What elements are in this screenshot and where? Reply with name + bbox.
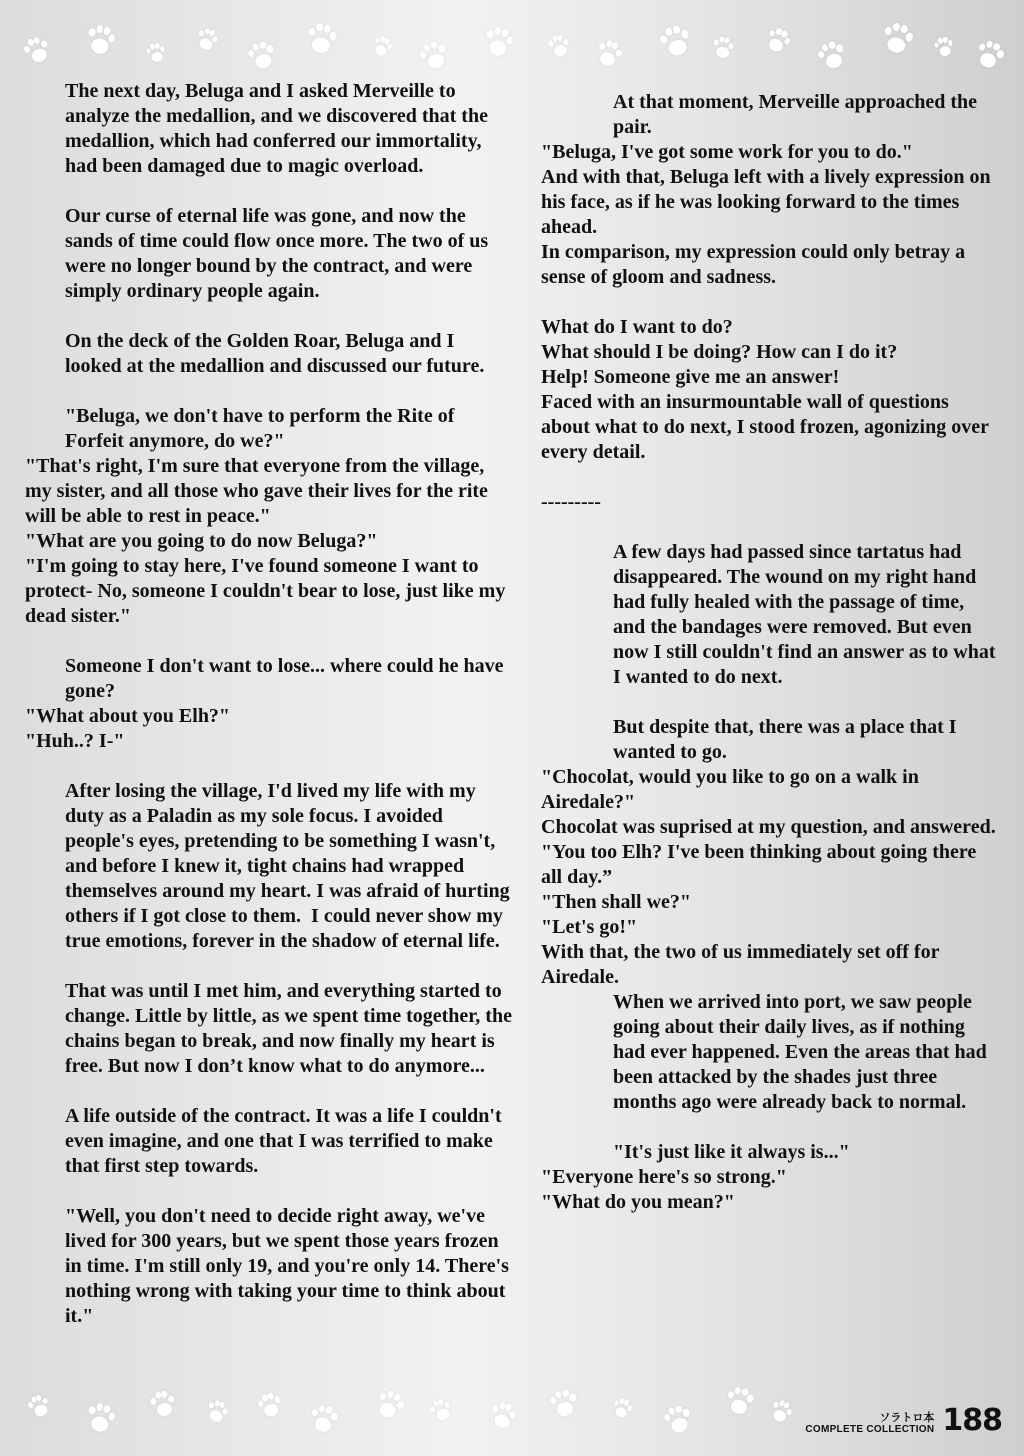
paw-print-icon xyxy=(82,1398,121,1437)
page-number: 188 xyxy=(942,1403,1002,1438)
paw-print-icon xyxy=(193,25,224,56)
paragraph: The next day, Beluga and I asked Merveille to analyze the medallion, and we discovered that the medallion, which had conferred our immortality, had been damaged due to magic overload. xyxy=(65,80,493,177)
paragraph: When we arrived into port, we saw people going about their daily lives, as if nothing had ever happened. Even the areas that had been attacked by the shades just three months ago were already back to normal. xyxy=(613,991,992,1113)
paragraph: Chocolat was suprised at my question, and answered. xyxy=(541,816,996,838)
paw-print-icon xyxy=(724,1384,759,1419)
paw-print-icon xyxy=(255,1389,287,1421)
dialogue-line: "You too Elh? I've been thinking about going there all day.” xyxy=(541,841,982,888)
paw-print-icon xyxy=(480,22,519,61)
paragraph: And with that, Beluga left with a lively expression on his face, as if he was looking forward to the times ahead. xyxy=(541,166,996,238)
paragraph: After losing the village, I'd lived my life with my duty as a Paladin as my sole focus. I avoided people's eyes, pretending to be something I wasn't, and before I knew it, tight chains had wrapped themselves around my heart. I was afraid of hurting others if I got close to them. I could never show my true emotions, forever in the shadow of eternal life. xyxy=(65,780,515,952)
paw-print-icon xyxy=(814,36,852,74)
paw-print-icon xyxy=(972,36,1010,74)
paw-print-icon xyxy=(371,1385,411,1425)
dialogue-line: "What do you mean?" xyxy=(541,1191,735,1213)
paragraph: Our curse of eternal life was gone, and now the sands of time could flow once more. The two of us were no longer bound by the contract, and were simply ordinary people again. xyxy=(65,205,494,302)
left-text-column xyxy=(25,79,515,1329)
section-divider: --------- xyxy=(541,491,601,513)
page-footer xyxy=(805,1403,1002,1438)
paw-print-icon xyxy=(878,18,920,60)
paw-print-icon xyxy=(203,1397,234,1428)
paragraph: What do I want to do? xyxy=(541,316,733,338)
paw-print-icon xyxy=(592,36,628,72)
paw-print-icon xyxy=(762,24,797,59)
brand-title-jp: ソラトロ本 xyxy=(879,1412,935,1424)
dialogue-line: "Everyone here's so strong." xyxy=(541,1166,787,1188)
paw-print-icon xyxy=(710,34,738,62)
paw-print-icon xyxy=(546,32,574,60)
dialogue-line: "Well, you don't need to decide right away, we've lived for 300 years, but we spent those years frozen in time. I'm still only 19, and you're only 14. There's nothing wrong with taking your time to think about it." xyxy=(65,1205,514,1327)
paw-print-icon xyxy=(416,36,454,74)
paw-print-icon xyxy=(25,1391,56,1422)
paragraph: In comparison, my expression could only betray a sense of gloom and sadness. xyxy=(541,241,971,288)
paw-print-icon xyxy=(766,1396,798,1428)
paw-print-icon xyxy=(609,1395,637,1423)
paragraph: Faced with an insurmountable wall of questions about what to do next, I stood frozen, agonizing over every detail. xyxy=(541,391,994,463)
paragraph: What should I be doing? How can I do it? xyxy=(541,341,898,363)
paw-print-icon xyxy=(548,1386,583,1421)
brand-logo xyxy=(805,1412,934,1436)
paw-print-icon xyxy=(487,1399,521,1433)
dialogue-line: "It's just like it always is..." xyxy=(613,1141,850,1163)
dialogue-line: "That's right, I'm sure that everyone from the village, my sister, and all those who gave their lives for the rite will be able to rest in peace." xyxy=(25,455,493,527)
dialogue-line: "Huh..? I-" xyxy=(25,730,125,752)
paw-print-icon xyxy=(656,20,698,62)
paw-print-icon xyxy=(144,40,169,65)
dialogue-line: "I'm going to stay here, I've found someone I want to protect- No, someone I couldn't bear to lose, just like my dead sister." xyxy=(25,555,511,627)
brand-subtitle: COMPLETE COLLECTION xyxy=(805,1424,935,1435)
paragraph: A few days had passed since tartatus had disappeared. The wound on my right hand had fully healed with the passage of time, and the bandages were removed. But even now I still couldn't find an answer as to what I wanted to do next. xyxy=(613,541,1001,688)
paragraph: A life outside of the contract. It was a life I couldn't even imagine, and one that I was terrified to make that first step towards. xyxy=(65,1105,507,1177)
paw-print-icon xyxy=(303,19,342,58)
dialogue-line: "Let's go!" xyxy=(541,916,638,938)
paw-print-icon xyxy=(932,34,957,59)
paragraph: But despite that, there was a place that I wanted to go. xyxy=(613,716,962,763)
paw-print-icon xyxy=(427,1395,458,1426)
paragraph: That was until I met him, and everything started to change. Little by little, as we spent time together, the chains began to break, and now finally my heart is free. But now I don’t know what to do anymore... xyxy=(65,980,517,1077)
paw-print-icon xyxy=(245,37,282,74)
paw-print-icon xyxy=(148,1388,180,1420)
dialogue-line: "Then shall we?" xyxy=(541,891,692,913)
dialogue-line: "Beluga, we don't have to perform the Rite of Forfeit anymore, do we?" xyxy=(65,405,460,452)
dialogue-line: "What are you going to do now Beluga?" xyxy=(25,530,378,552)
paragraph: At that moment, Merveille approached the pair. xyxy=(613,91,983,138)
right-text-column xyxy=(541,90,1001,1215)
dialogue-line: "What about you Elh?" xyxy=(25,705,231,727)
paragraph: Help! Someone give me an answer! xyxy=(541,366,840,388)
paw-print-icon xyxy=(308,1402,343,1437)
paw-print-icon xyxy=(661,1401,698,1438)
paragraph: On the deck of the Golden Roar, Beluga and I looked at the medallion and discussed our future. xyxy=(65,330,485,377)
top-paw-border xyxy=(0,14,1024,74)
paw-print-icon xyxy=(368,32,397,61)
paw-print-icon xyxy=(20,32,56,68)
paw-print-icon xyxy=(82,20,121,59)
paragraph: Someone I don't want to lose... where could he have gone? xyxy=(65,655,509,702)
dialogue-line: "Beluga, I've got some work for you to do." xyxy=(541,141,913,163)
paragraph: With that, the two of us immediately set off for Airedale. xyxy=(541,941,944,988)
dialogue-line: "Chocolat, would you like to go on a walk in Airedale?" xyxy=(541,766,923,813)
